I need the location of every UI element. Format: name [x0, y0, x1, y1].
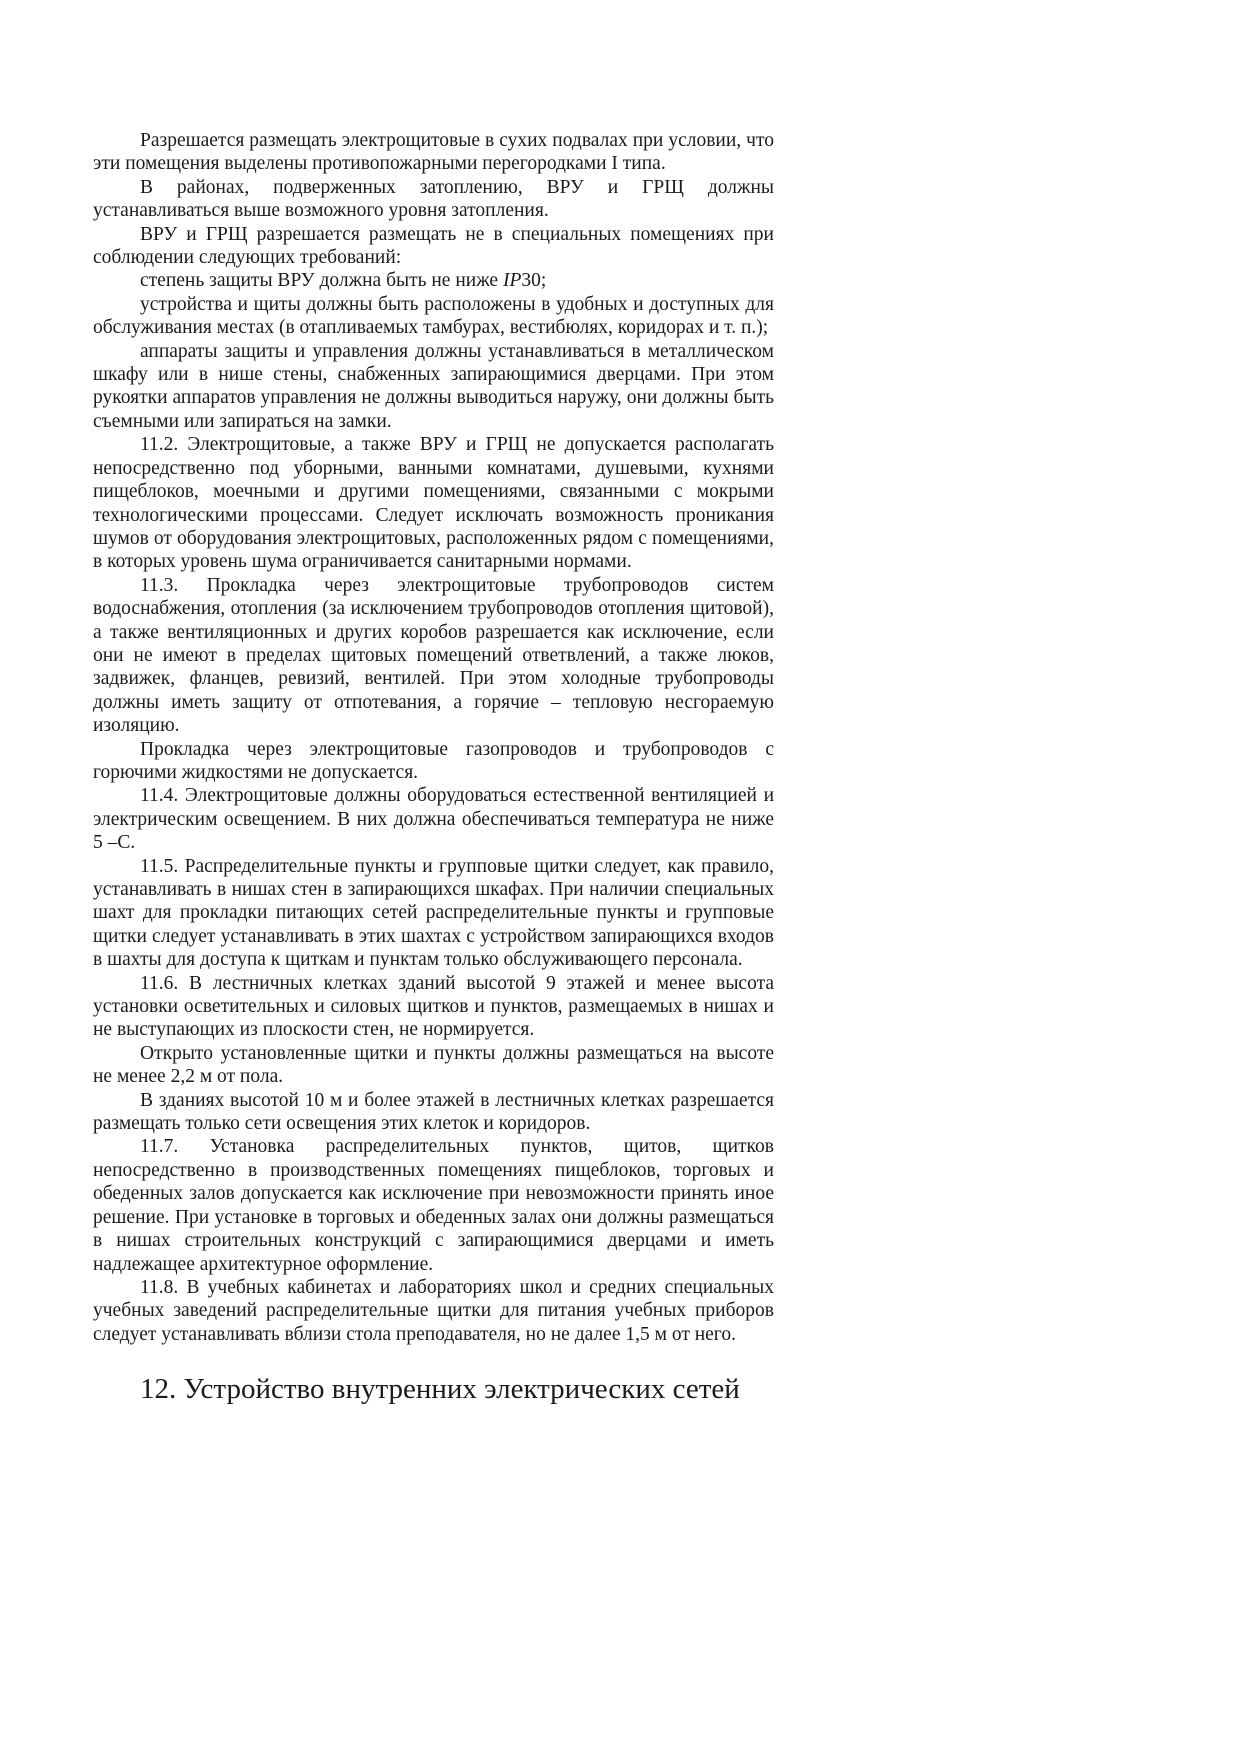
paragraph: 11.3. Прокладка через электрощитовые трубопроводов систем водоснабжения, отопления (за исключением трубопроводов отопления щитовой), а также вентиляционных и других коробов разрешается как исключение, если они не имеют в пределах щитовых помещений ответвлений, а также люков, задвижек, фланцев, ревизий, вентилей. При этом холодные трубопроводы должны иметь защиту от отпотевания, а горячие – тепловую несгораемую изоляцию.: [93, 574, 774, 737]
paragraph: [93, 269, 774, 292]
paragraph-italic-text: IP: [502, 270, 522, 292]
paragraph: аппараты защиты и управления должны устанавливаться в металлическом шкафу или в нише стены, снабженных запирающимися дверцами. При этом рукоятки аппаратов управления не должны выводиться наружу, они должны быть съемными или запираться на замки.: [93, 340, 774, 432]
paragraph: 11.8. В учебных кабинетах и лабораториях школ и средних специальных учебных заведений распределительные щитки для питания учебных приборов следует устанавливать вблизи стола преподавателя, но не далее 1,5 м от него.: [93, 1276, 774, 1345]
document-text-block: [93, 129, 774, 1407]
paragraph: 11.4. Электрощитовые должны оборудоваться естественной вентиляцией и электрическим освещением. В них должна обеспечиваться температура не ниже 5 –С.: [93, 785, 774, 854]
paragraph: 11.7. Установка распределительных пунктов, щитов, щитков непосредственно в производственных помещениях пищеблоков, торговых и обеденных залов допускается как исключение при невозможности принять иное решение. При установке в торговых и обеденных залах они должны размещаться в нишах строительных конструкций с запирающимися дверцами и иметь надлежащее архитектурное оформление.: [93, 1136, 774, 1275]
paragraph: Разрешается размещать электрощитовые в сухих подвалах при условии, что эти помещения выделены противопожарными перегородками I типа.: [93, 130, 774, 175]
paragraph: ВРУ и ГРЩ разрешается размещать не в специальных помещениях при соблюдении следующих требований:: [93, 223, 774, 269]
paragraph: 11.6. В лестничных клетках зданий высотой 9 этажей и менее высота установки осветительных и силовых щитков и пунктов, размещаемых в нишах и не выступающих из плоскости стен, не нормируется.: [93, 972, 774, 1041]
paragraph-text: 30;: [521, 270, 547, 292]
paragraph: В районах, подверженных затоплению, ВРУ и ГРЩ должны устанавливаться выше возможного уровня затопления.: [93, 176, 774, 222]
paragraph: Открыто установленные щитки и пункты должны размещаться на высоте не менее 2,2 м от пола.: [93, 1042, 774, 1088]
paragraph: В зданиях высотой 10 м и более этажей в лестничных клетках разрешается размещать только сети освещения этих клеток и коридоров.: [93, 1089, 774, 1135]
paragraph: Прокладка через электрощитовые газопроводов и трубопроводов с горючими жидкостями не допускается.: [93, 738, 774, 783]
section-heading: 12. Устройство внутренних электрических сетей: [140, 1373, 740, 1406]
paragraph: 11.2. Электрощитовые, а также ВРУ и ГРЩ не допускается располагать непосредственно под уборными, ванными комнатами, душевыми, кухнями пищеблоков, моечными и другими помещениями, связанными с мокрыми технологическими процессами. Следует исключать возможность проникания шумов от оборудования электрощитовых, расположенных рядом с помещениями, в которых уровень шума ограничивается санитарными нормами.: [93, 434, 774, 573]
paragraph-text: степень защиты ВРУ должна быть не ниже: [140, 270, 503, 292]
paragraph: устройства и щиты должны быть расположены в удобных и доступных для обслуживания местах (в отапливаемых тамбурах, вестибюлях, коридорах и т. п.);: [93, 293, 774, 339]
paragraph: 11.5. Распределительные пункты и групповые щитки следует, как правило, устанавливать в нишах стен в запирающихся шкафах. При наличии специальных шахт для прокладки питающих сетей распределительные пункты и групповые щитки следует устанавливать в этих шахтах с устройством запирающихся входов в шахты для доступа к щиткам и пунктам только обслуживающего персонала.: [93, 855, 774, 971]
